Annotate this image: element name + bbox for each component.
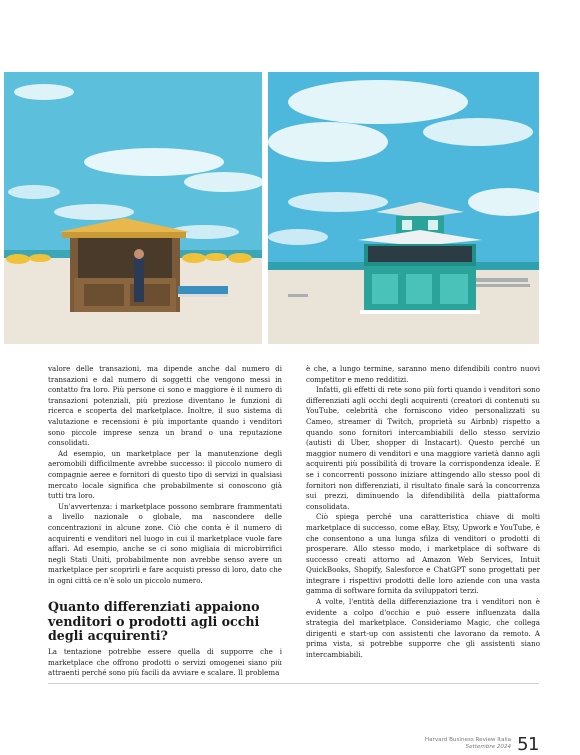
body-paragraph: Un'avvertenza: i marketplace possono sembrare frammentati a livello nazionale o globale, ma nascondere delle concentrazioni in alcune zone. Ciò che conta è il numero di acquirenti e venditori nel luogo in cui il marketplace vuole fare affari. Ad esempio, anche se ci sono migliaia di microbirrifici negli Stati Uniti, probabilmente non avrebbe senso avere un marketplace per scoprirli e fare acquisti presso di loro, dato che in ogni città ce n'è solo un piccolo numero.	[48, 501, 282, 585]
article-column-right	[306, 364, 540, 661]
publication-name: Harvard Business Review Italia	[424, 737, 512, 743]
page-footer	[425, 734, 539, 754]
body-paragraph: Ad esempio, un marketplace per la manutenzione degli aeromobili difficilmente avrebbe successo: il piccolo numero di compagnie aeree e fornitori di questo tipo di servizi in qualsiasi mercato locale significa che probabilmente si conoscono già tutti tra loro.	[48, 448, 282, 501]
body-paragraph: è che, a lungo termine, saranno meno difendibili contro nuovi competitor e meno redditizi.	[306, 364, 540, 384]
body-paragraph: valore delle transazioni, ma dipende anche dal numero di transazioni e dal numero di soggetti che vengono messi in contatto fra loro. Più persone ci sono e maggiore è il numero di transazioni potenziali, più preziose diventano le funzioni di ricerca e scoperta del marketplace. Inoltre, il suo sistema di valutazione e recensioni è più importante quando i venditori sono piccole imprese senza un brand o una reputazione consolidati.	[48, 364, 282, 448]
photo-beach-hut-turquoise	[268, 72, 539, 344]
photo-turquoise-hut-illustration	[268, 72, 539, 344]
body-paragraph: La tentazione potrebbe essere quella di supporre che i marketplace che offrono prodotti o servizi omogenei siano più attraenti perché sono più facili da avviare e scalare. Il problema	[48, 646, 282, 678]
photo-wooden-hut-illustration	[4, 72, 262, 344]
article-column-left	[48, 364, 282, 679]
page-number: 51	[517, 733, 539, 755]
footer-divider	[48, 683, 539, 684]
body-paragraph: Ciò spiega perché una caratteristica chiave di molti marketplace di successo, come eBay, Etsy, Upwork e YouTube, è che consentono a una lunga sfilza di venditori o prodotti di prosperare. Allo stesso modo, i marketplace di software di successo creati attorno ad Amazon Web Services, Intuit QuickBooks, Shopify, Salesforce e ChatGPT sono progettati per integrare i rispettivi prodotti delle loro aziende con una vasta gamma di software fornita da sviluppatori terzi.	[306, 512, 540, 596]
section-heading: Quanto differenziati appaiono venditori o prodotti agli occhi degli acquirenti?	[48, 599, 260, 644]
body-paragraph: A volte, l'entità della differenziazione tra i venditori non è evidente a colpo d'occhio e può essere influenzata dalla strategia del marketplace. Consideriamo Magic, che collega dirigenti e start-up con assistenti che lavorano da remoto. A prima vista, si potrebbe supporre che gli assistenti siano intercambiabili.	[306, 597, 540, 660]
photo-beach-hut-wooden	[4, 72, 262, 344]
footer-publication-info	[425, 737, 511, 751]
issue-date: Settembre 2024	[465, 744, 512, 750]
body-paragraph: Infatti, gli effetti di rete sono più forti quando i venditori sono differenziati agli occhi degli acquirenti (creatori di contenuti su YouTube, celebrità che forniscono video personalizzati su Cameo, streamer di Twitch, proprietà su Airbnb) rispetto a quando sono fornitori intercambiabili dello stesso servizio (autisti di Uber, shopper di Instacart). Questo perché un maggior numero di venditori e una maggiore varietà danno agli acquirenti più possibilità di trovare la corrispondenza ideale. E se i concorrenti possono iniziare attingendo allo stesso pool di fornitori non differenziati, il risultato finale sarà la concorrenza sui prezzi, diminuendo la difendibilità della piattaforma consolidata.	[306, 385, 540, 511]
